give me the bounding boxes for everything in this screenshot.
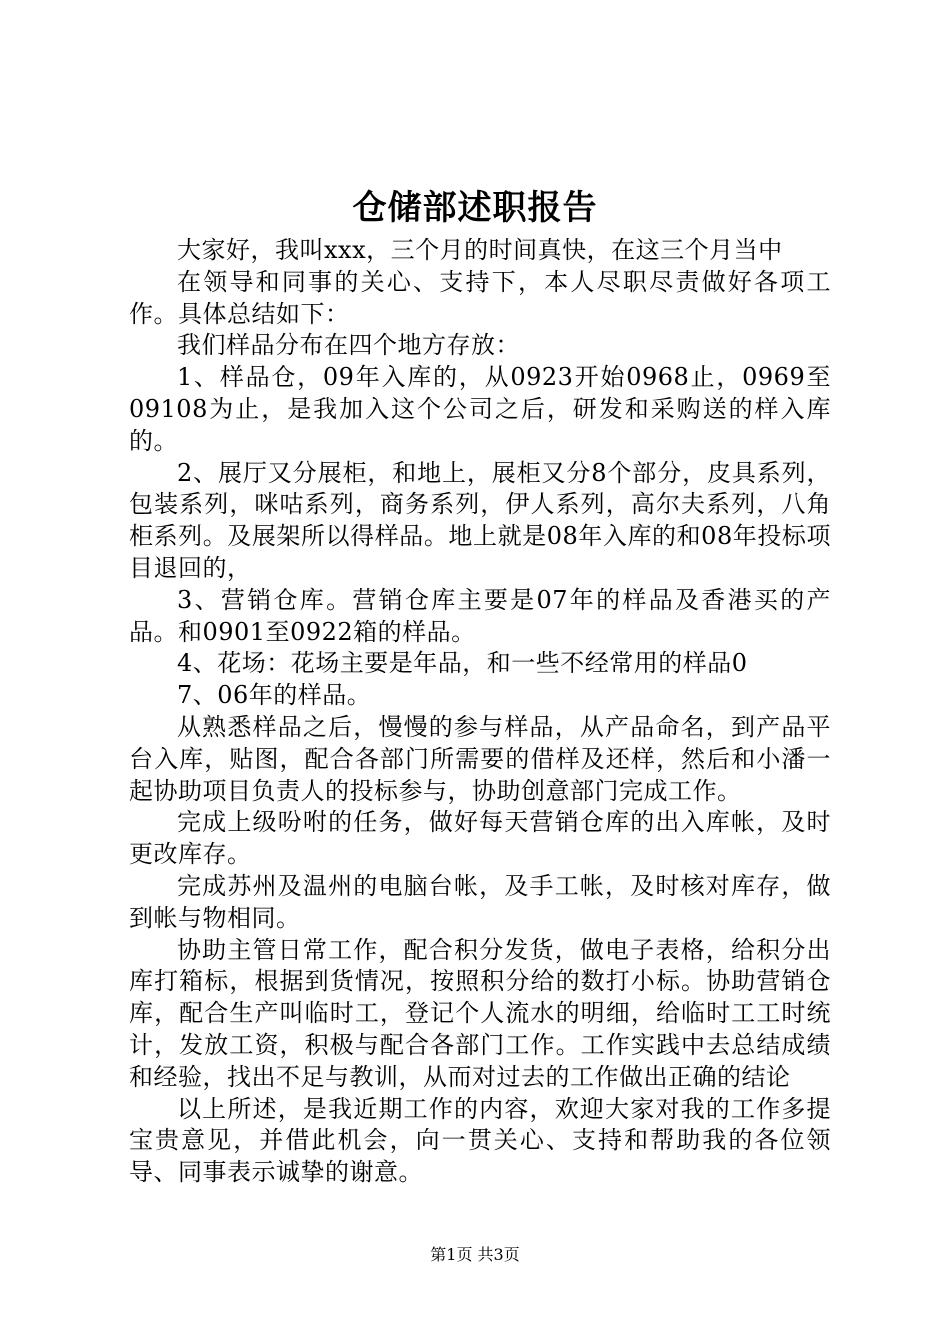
paragraph: 1、样品仓，09年入库的，从0923开始0968止，0969至09108为止，是我加入这个公司之后，研发和采购送的样入库的。 — [129, 363, 831, 455]
document-body — [129, 235, 831, 1189]
paragraph: 2、展厅又分展柜，和地上，展柜又分8个部分，皮具系列，包装系列，咪咕系列，商务系列，伊人系列，高尔夫系列，八角柜系列。及展架所以得样品。地上就是08年入库的和08年投标项目退回的， — [129, 458, 831, 582]
paragraph: 4、花场：花场主要是年品，和一些不经常用的样品0 — [177, 649, 748, 678]
document-title: 仓储部述职报告 — [352, 188, 598, 228]
paragraph: 以上所述，是我近期工作的内容，欢迎大家对我的工作多提宝贵意见，并借此机会，向一贯关心、支持和帮助我的各位领导、同事表示诚挚的谢意。 — [129, 1094, 831, 1187]
paragraph: 大家好，我叫xxx，三个月的时间真快，在这三个月当中 — [177, 236, 783, 264]
paragraph: 7、06年的样品。 — [177, 681, 372, 710]
paragraph: 3、营销仓库。营销仓库主要是07年的样品及香港买的产品。和0901至0922箱的样品。 — [129, 585, 831, 646]
paragraph: 在领导和同事的关心、支持下，本人尽职尽责做好各项工作。具体总结如下： — [129, 267, 831, 328]
paragraph: 我们样品分布在四个地方存放： — [177, 331, 520, 360]
paragraph: 从熟悉样品之后，慢慢的参与样品，从产品命名，到产品平台入库，贴图，配合各部门所需要的借样及还样，然后和小潘一起协助项目负责人的投标参与，协助创意部门完成工作。 — [129, 712, 831, 805]
paragraph: 完成苏州及温州的电脑台帐，及手工帐，及时核对库存，做到帐与物相同。 — [129, 871, 831, 932]
page-footer: 第1页 共3页 — [430, 1245, 520, 1264]
paragraph: 协助主管日常工作，配合积分发货，做电子表格，给积分出库打箱标，根据到货情况，按照积分给的数打小标。协助营销仓库，配合生产叫临时工，登记个人流水的明细，给临时工工时统计，发放工资，积极与配合各部门工作。工作实践中去总结成绩和经验，找出不足与教训，从而对过去的工作做出正确的结论 — [129, 935, 831, 1091]
paragraph: 完成上级吩咐的任务，做好每天营销仓库的出入库帐，及时更改库存。 — [129, 808, 831, 869]
